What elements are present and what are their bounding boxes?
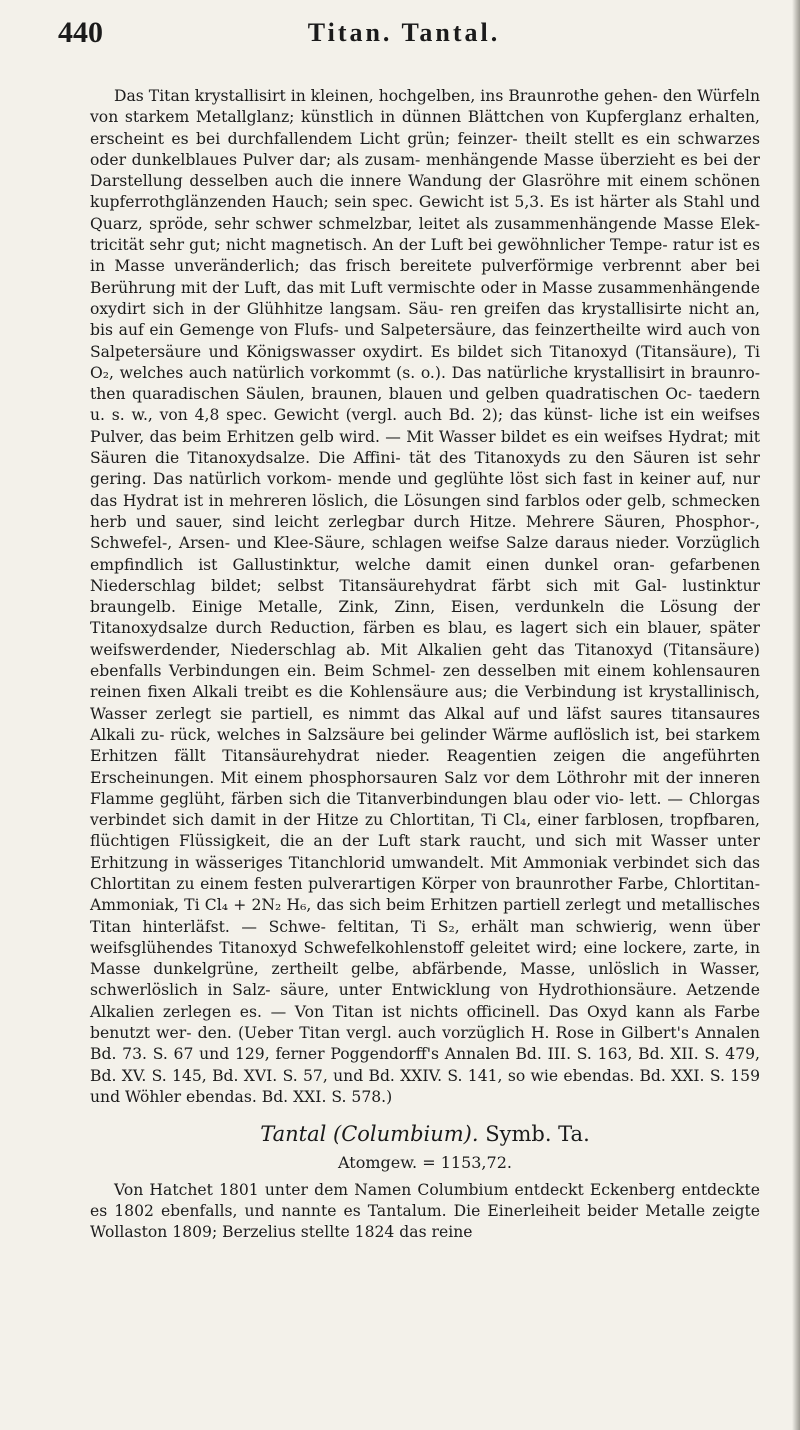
text-line: geht das Titanoxyd (Titansäure) ebenfalls Verbindungen ein. Beim Schmel- — [90, 640, 760, 681]
text-line: wie ebendas. Bd. XXI. S. 159 und Wöhler ebendas. Bd. XXI. S. 578.) — [90, 1066, 760, 1106]
page-edge-shadow — [792, 0, 800, 1430]
text-line: auch natürlich vorkommt (s. o.). Das natürliche krystallisirt in braunro- — [188, 363, 760, 382]
text-line: then quaradischen Säulen, braunen, blauen und gelben quadratischen Oc- — [90, 385, 692, 404]
text-line: sich beim Erhitzen partiell zerlegt und metallisches Titan hinterläfst. — Schwe- — [90, 896, 760, 936]
text-line: innere Wandung der Glasröhre mit einem schönen kupferrothglänzenden — [90, 172, 760, 212]
text-line: XII. S. 479, Bd. XV. S. 145, Bd. XVI. S. 57, und Bd. XXIV. S. 141, so — [90, 1045, 760, 1085]
text-line: Kupferglanz erhalten, erscheint es bei durchfallendem Licht grün; feinzer- — [90, 108, 760, 148]
text-line: theilt stellt es ein schwarzes oder dunkelblaues Pulver dar; als zusam- — [90, 129, 760, 169]
text-line: tät des Titanoxyds zu den Säuren ist sehr gering. Das natürlich vorkom- — [90, 449, 760, 489]
text-line: entdeckte es 1802 ebenfalls, und nannte es Tantalum. Die Einerleiheit — [90, 1180, 760, 1220]
text-line: Bd. 73. S. 67 und 129, ferner Poggendorff's Annalen Bd. III. S. 163, Bd. — [90, 1045, 665, 1064]
running-title: Titan. Tantal. — [307, 18, 501, 47]
text-line: Das Titan krystallisirt in kleinen, hochgelben, ins Braunrothe gehen- — [114, 87, 658, 105]
page-number: 440 — [58, 16, 103, 49]
text-line: Vorzüglich empfindlich ist Gallustinktur, welche damit einen dunkel oran- — [90, 534, 760, 574]
text-line: verbrennt aber bei Berührung mit der Luft, das mit Luft vermischte oder — [90, 257, 760, 297]
text-line: sich ein blauer, später weifswerdender, Niederschlag ab. Mit Alkalien — [90, 619, 760, 659]
text-line: den. (Ueber Titan vergl. auch vorzüglich H. Rose in Gilbert's Annalen — [197, 1024, 760, 1043]
text-line: Königswasser oxydirt. Es bildet sich Titanoxyd (Titansäure), Ti O₂, welches — [90, 342, 760, 382]
text-line: zertheilt gelbe, abfärbende, Masse, unlöslich in Wasser, schwerlöslich in Salz- — [90, 960, 760, 1000]
text-line: Körper von braunrother Farbe, Chlortitan-Ammoniak, Ti Cl₄ + 2N₂ H₆, das — [90, 874, 760, 915]
text-line: Mit Ammoniak verbindet sich das Chlortitan zu einem festen pulverartigen — [90, 853, 760, 893]
text-line: lett. — Chlorgas verbindet sich damit in der Hitze zu Chlortitan, Ti Cl₄, einer — [90, 789, 760, 830]
text-line: bildet es ein weifses Hydrat; mit Säuren die Titanoxydsalze. Die Affini- — [90, 427, 760, 468]
text-line: in Masse zusammenhängende oxydirt sich in der Glühhitze langsam. Säu- — [90, 278, 760, 318]
text-line: säure, unter Entwicklung von Hydrothionsäure. Aetzende Alkalien zerlegen — [90, 981, 760, 1021]
text-line: Hauch; sein spec. Gewicht ist 5,3. Es ist härter als Stahl und Quarz, — [90, 193, 760, 233]
text-line: Schwefelkohlenstoff geleitet wird; eine lockere, zarte, in Masse dunkelgrüne, — [90, 938, 760, 979]
text-line: und sauer, sind leicht zerlegbar durch Hitze. Mehrere Säuren, Phosphor-, — [136, 512, 760, 531]
text-line: und Salpetersäure, das feinzertheilte wird auch von Salpetersäure und — [90, 321, 760, 361]
text-line: den Würfeln von starkem Metallglanz; künstlich in dünnen Blättchen von — [90, 87, 760, 127]
text-line: Erhitzen fällt Titansäurehydrat nieder. Reagentien zeigen die angeführten — [90, 747, 760, 766]
tantal-paragraph — [90, 1180, 760, 1244]
text-line: spröde, sehr schwer schmelzbar, leitet als zusammenhängende Masse Elek- — [149, 214, 760, 233]
text-line: Kohlensäure aus; die Verbindung ist krystallinisch, Wasser zerlegt sie — [90, 683, 760, 723]
text-line: tricität sehr gut; nicht magnetisch. An der Luft bei gewöhnlicher Tempe- — [90, 236, 668, 255]
text-line: und sich mit Wasser unter Erhitzung in wässeriges Titanchlorid umwandelt. — [90, 832, 760, 872]
tantal-symbol: Symb. Ta. — [485, 1122, 590, 1147]
titan-paragraph — [90, 86, 760, 1108]
text-line: Erscheinungen. Mit einem phosphorsauren Salz vor dem Löthrohr mit der — [90, 768, 693, 787]
text-line: lustinktur braungelb. Einige Metalle, Zink, Zinn, Eisen, verdunkeln die — [90, 576, 760, 617]
text-line: gefarbenen Niederschlag bildet; selbst Titansäurehydrat färbt sich mit Gal- — [90, 555, 760, 595]
text-line: mende und geglühte löst sich fast in keiner auf, nur das Hydrat ist in — [90, 470, 760, 510]
text-line: ren greifen das krystallisirte nicht an, bis auf ein Gemenge von Flufs- — [90, 299, 760, 340]
text-line: partiell, es nimmt das Alkal auf und läfst saures titansaures Alkali zu- — [90, 704, 760, 744]
text-line: mehreren löslich, die Lösungen sind farblos oder gelb, schmecken herb — [90, 491, 760, 531]
tantal-atomic-weight: Atomgew. = 1153,72. — [338, 1153, 512, 1173]
text-line: menhängende Masse überzieht es bei der Darstellung desselben auch die — [90, 150, 760, 191]
text-line: es. — Von Titan ist nichts officinell. Das Oxyd kann als Farbe benutzt wer- — [90, 1002, 760, 1043]
page-body — [90, 86, 760, 1243]
text-line: Lösung der Titanoxydsalze durch Reduction, färben es blau, es lagert — [90, 598, 760, 638]
text-line: ratur ist es in Masse unveränderlich; das frisch bereitete pulverförmige — [90, 236, 760, 276]
text-line: inneren Flamme geglüht, färben sich die Titanverbindungen blau oder vio- — [90, 768, 760, 808]
text-line: beider Metalle zeigte Wollaston 1809; Berzelius stellte 1824 das reine — [90, 1201, 760, 1242]
text-line: Von Hatchet 1801 unter dem Namen Columbium entdeckt Eckenberg — [114, 1180, 676, 1199]
text-line: Schwefel-, Arsen- und Klee-Säure, schlagen weifse Salze daraus nieder. — [90, 534, 670, 553]
section-title-tantal — [90, 1120, 760, 1148]
text-line: farblosen, tropfbaren, flüchtigen Flüssigkeit, die an der Luft stark raucht, — [90, 811, 760, 851]
text-line: zen desselben mit einem kohlensauren reinen fixen Alkali treibt es die — [90, 662, 760, 702]
text-line: feltitan, Ti S₂, erhält man schwierig, wenn über weifsglühendes Titanoxyd — [90, 917, 760, 957]
text-line: liche ist ein weifses Pulver, das beim Erhitzen gelb wird. — Mit Wasser — [90, 406, 760, 446]
page-header — [58, 16, 750, 56]
text-line: rück, welches in Salzsäure bei gelinder Wärme auflöslich ist, bei starkem — [170, 725, 760, 744]
tantal-title: Tantal (Columbium). — [260, 1122, 479, 1147]
text-line: taedern u. s. w., von 4,8 spec. Gewicht (vergl. auch Bd. 2); das künst- — [90, 385, 760, 425]
